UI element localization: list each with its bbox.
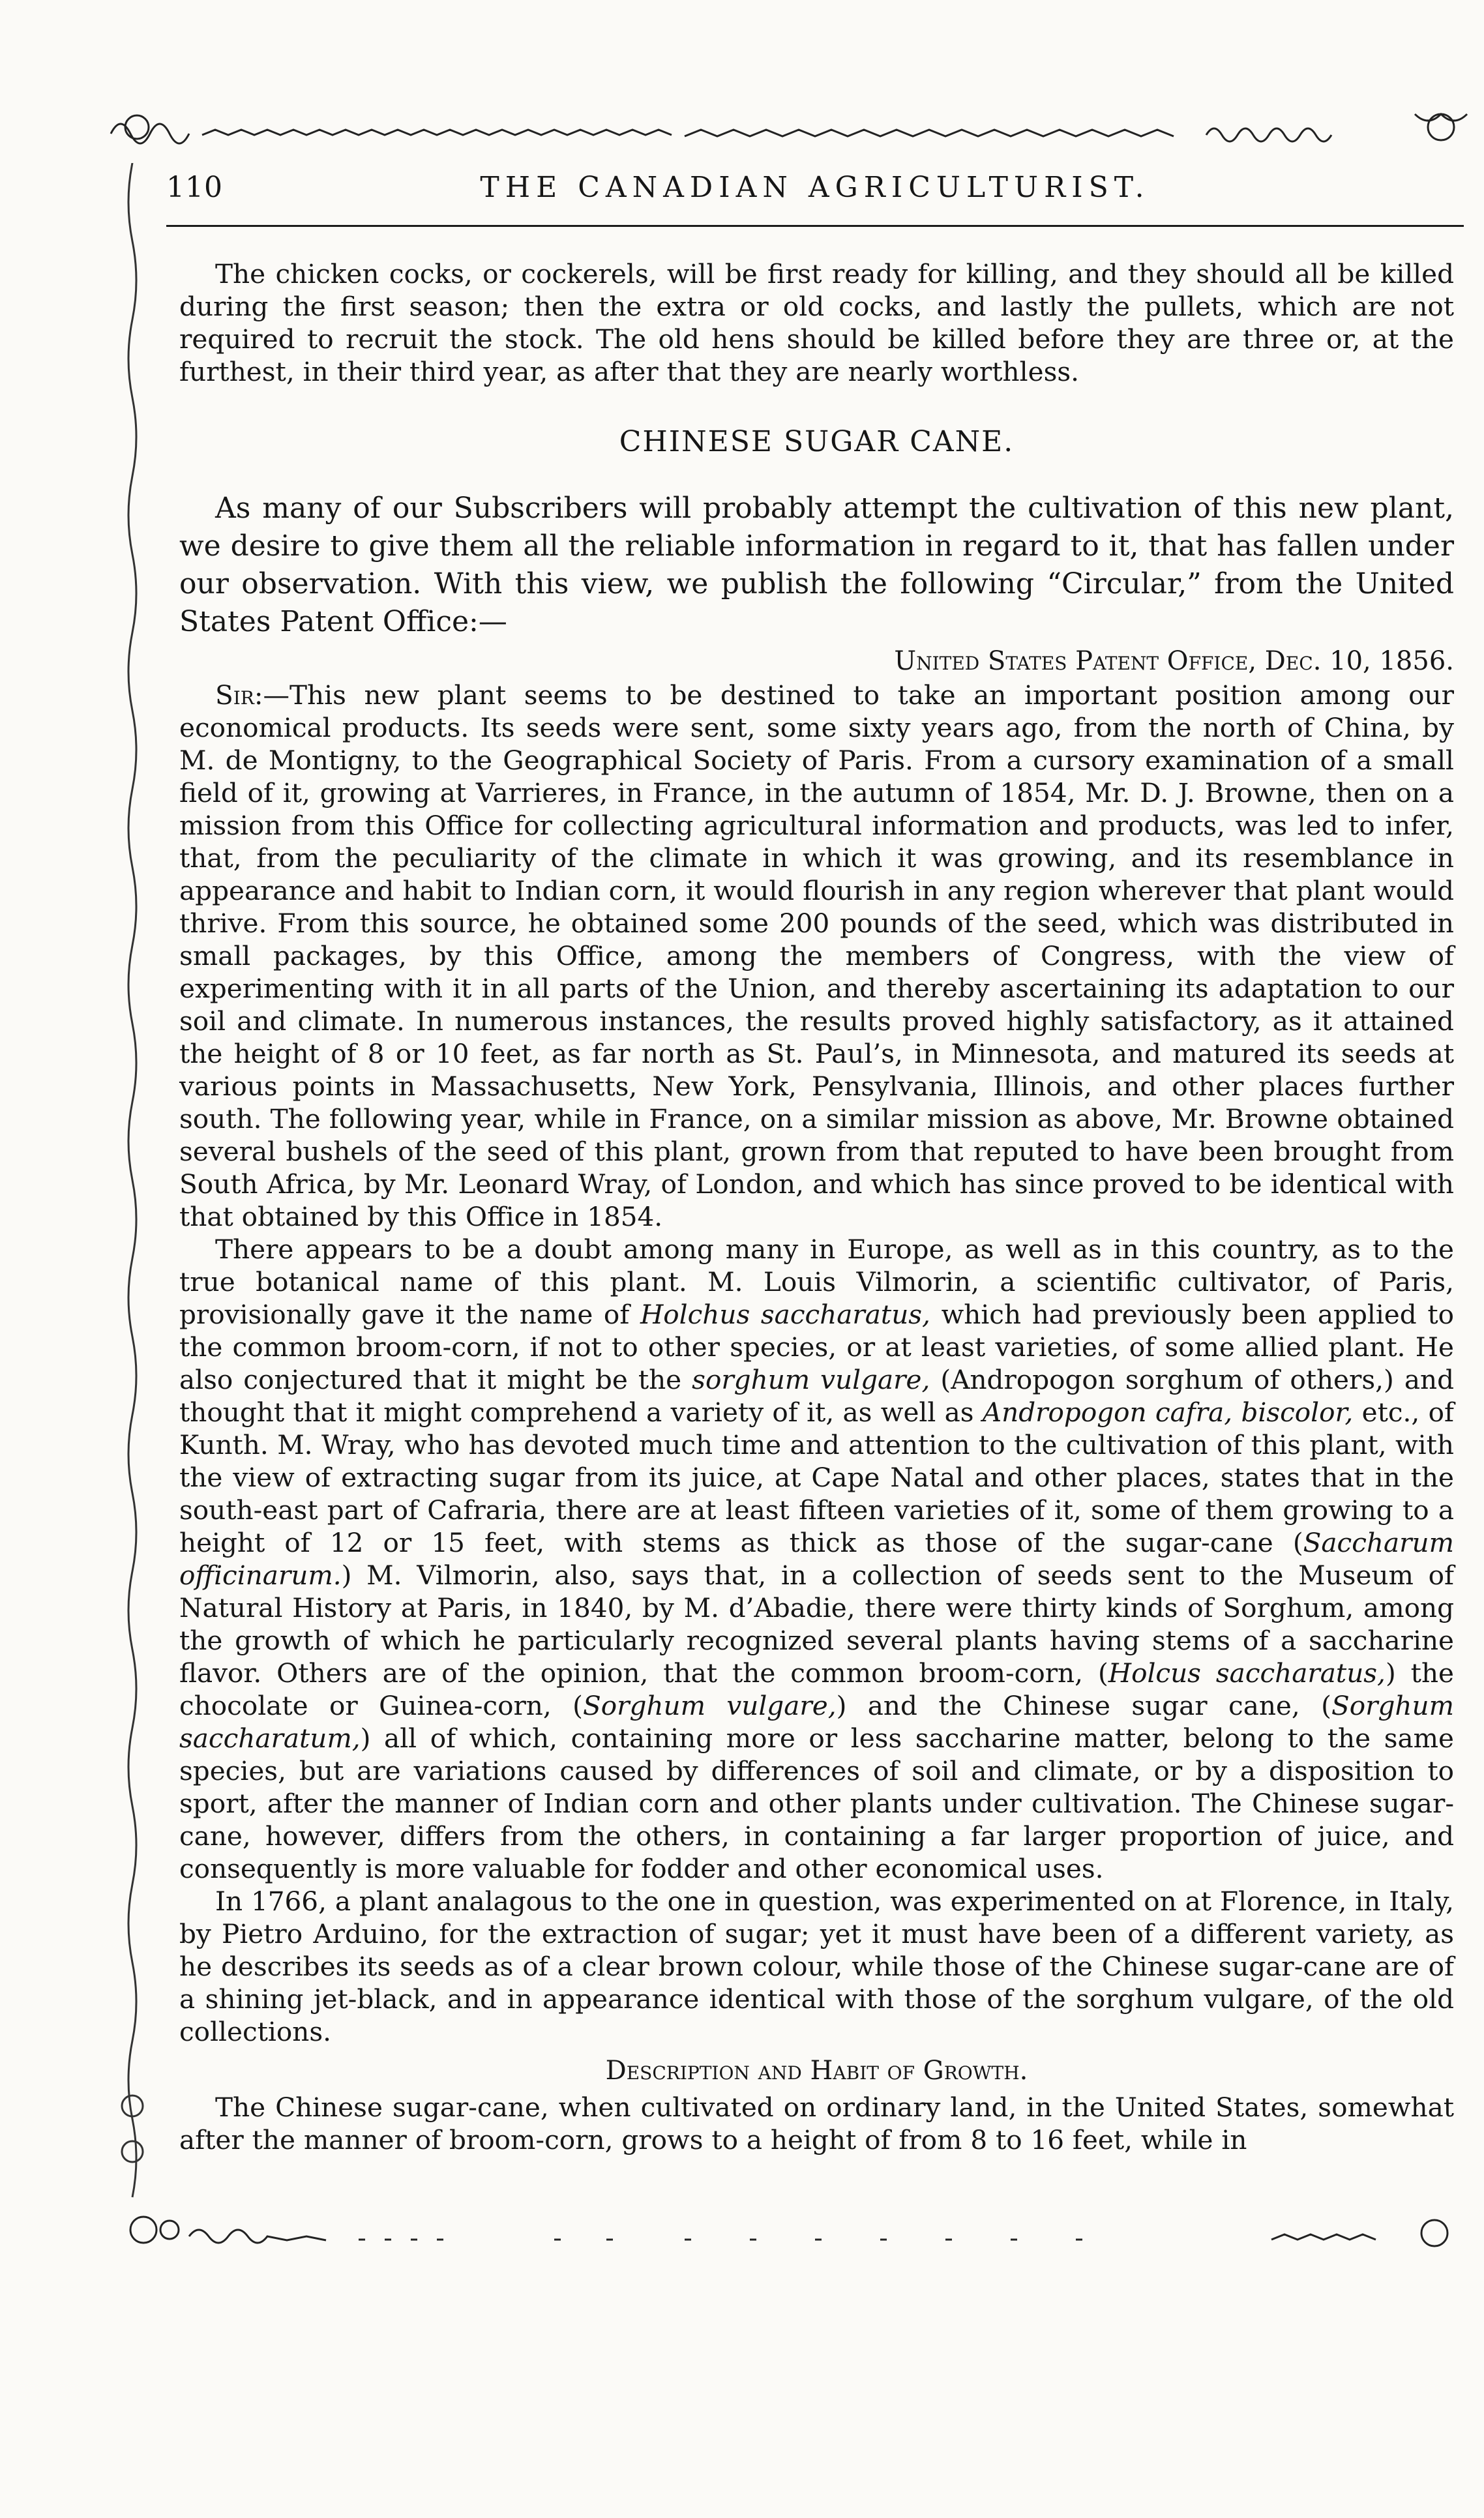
intro-paragraph: As many of our Subscribers will probably attempt the cultivation of this new plant, we desire to give them all the reliable information in regard to it, that has fallen under our observation. With this view, we publish the following “Circular,” from the United States Patent Office:— [179, 492, 1454, 638]
bottom-ornamental-border [98, 2204, 1474, 2275]
p2-text-f: ) the chocolate or Guinea-corn, ( [179, 1657, 1454, 1721]
paragraph-2 [179, 1233, 1454, 1885]
opening-paragraph: The chicken cocks, or cockerels, will be first ready for killing, and they should all be killed during the first season; then the extra or old cocks, and lastly the pullets, which are not required to recruit the stock. The old hens should be killed before they are three or, at the furthest, in their third year, as after that they are nearly worthless. [179, 258, 1454, 387]
p2-text-a: There appears to be a doubt among many in Europe, as well as in this country, as to the true botanical name of this plant. M. Louis Vilmorin, a scientific cultivator, of Paris, provisionally gave it the name of [179, 1234, 1454, 1330]
header-rule [166, 225, 1464, 227]
subsection-title: Description and Habit of Growth. [605, 2056, 1028, 2086]
p2-text-g: ) and the Chinese sugar cane, ( [836, 1690, 1331, 1721]
page-header [166, 163, 1464, 235]
article-body [179, 258, 1454, 2156]
paragraph-4: The Chinese sugar-cane, when cultivated on ordinary land, in the United States, somewhat after the manner of broom-corn, grows to a height of from 8 to 16 feet, while in [179, 2092, 1454, 2155]
p2-italic-4: Saccharum officinarum. [179, 1527, 1454, 1591]
p2-italic-3: Andropogon cafra, biscolor, [982, 1397, 1354, 1428]
p2-italic-1: Holchus saccharatus, [640, 1299, 930, 1330]
section-title: CHINESE SUGAR CANE. [619, 425, 1015, 458]
running-title: THE CANADIAN AGRICULTURIST. [480, 171, 1150, 204]
top-ornamental-border [98, 88, 1474, 160]
page-number: 110 [166, 171, 223, 204]
paragraph-1-text: —This new plant seems to be destined to take an important position among our economical products. Its seeds were sent, some sixty years ago, from the north of China, by M. de Montigny, to the Geographical Society of Paris. From a cursory examination of a small field of it, growing at Varrieres, in France, in the autumn of 1854, Mr. D. J. Browne, then on a mission from this Office for collecting agricultural information and products, was led to infer, that, from the peculiarity of the climate in which it was growing, and its resemblance in appearance and habit to Indian corn, it would flourish in any region wherever that plant would thrive. From this source, he obtained some 200 pounds of the seed, which was distributed in small packages, by this Office, among the members of Congress, with the view of experimenting with it in all parts of the Union, and thereby ascertaining its adaptation to our soil and climate. In numerous instances, the results proved highly satisfactory, as it attained the height of 8 or 10 feet, as far north as St. Paul’s, in Minnesota, and matured its seeds at various points in Massachusetts, New York, Pensylvania, Illinois, and other places further south. The following year, while in France, on a similar mission as above, Mr. Browne obtained several bushels of the seed of this plant, grown from that reputed to have been brought from South Africa, by Mr. Leonard Wray, of London, and which has since proved to be identical with that obtained by this Office in 1854. [179, 679, 1454, 1232]
p2-text-b: which had previously been applied to the common broom-corn, if not to other species, or at least varieties, of some allied plant. He also conjectured that it might be the [179, 1299, 1454, 1395]
p2-text-c: (Andropogon sorghum of others,) and thought that it might comprehend a variety of it, as well as [179, 1364, 1455, 1428]
p2-italic-5: Holcus saccharatus, [1108, 1657, 1386, 1689]
dateline: United States Patent Office, Dec. 10, 1856. [894, 646, 1454, 676]
p2-italic-7: Sorghum saccharatum, [179, 1690, 1454, 1754]
salutation: Sir: [215, 679, 263, 711]
p2-text-e: ) M. Vilmorin, also, says that, in a collection of seeds sent to the Museum of Natural History at Paris, in 1840, by M. d’Abadie, there were thirty kinds of Sorghum, among the growth of which he particularly recognized several plants having stems of a saccharine flavor. Others are of the opinion, that the common broom-corn, ( [179, 1560, 1454, 1689]
paragraph-1 [179, 679, 1454, 1233]
p2-text-h: ) all of which, containing more or less saccharine matter, belong to the same species, but are variations caused by differences of soil and climate, or by a disposition to sport, after the manner of Indian corn and other plants under cultivation. The Chinese sugar-cane, however, differs from the others, in containing a far larger proportion of juice, and consequently is more valuable for fodder and other economical uses. [179, 1723, 1454, 1884]
p2-italic-2: sorghum vulgare, [692, 1364, 930, 1395]
left-ornamental-border [116, 163, 149, 2204]
p2-italic-6: Sorghum vulgare, [582, 1690, 837, 1721]
paragraph-3: In 1766, a plant analagous to the one in question, was experimented on at Florence, in Italy, by Pietro Arduino, for the extraction of sugar; yet it must have been of a different variety, as he describes its seeds as of a clear brown colour, while those of the Chinese sugar-cane are of a shining jet-black, and in appearance identical with those of the sorghum vulgare, of the old collections. [179, 1886, 1454, 2047]
p2-text-d: etc., of Kunth. M. Wray, who has devoted much time and attention to the cultivation of this plant, with the view of extracting sugar from its juice, at Cape Natal and other places, states that in the south-east part of Cafraria, there are at least fifteen varieties of it, some of them growing to a height of 12 or 15 feet, with stems as thick as those of the sugar-cane ( [179, 1397, 1455, 1558]
